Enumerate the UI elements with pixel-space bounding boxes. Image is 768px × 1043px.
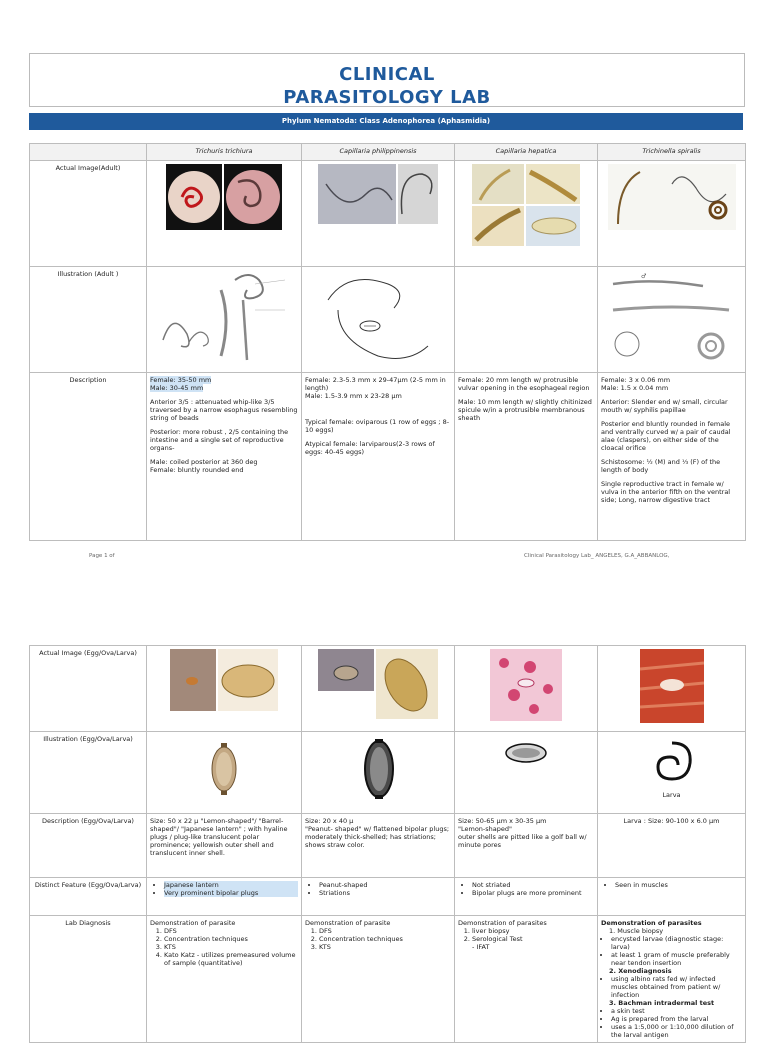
image-cell bbox=[147, 646, 302, 732]
distinct-cell bbox=[147, 878, 302, 916]
footer-credit: Clinical Parasitology Lab_ ANGELES, G.A_ABBANLOG, bbox=[524, 553, 670, 559]
list-item: 1. liver biopsy bbox=[472, 927, 594, 935]
row-label: Actual Image (Egg/Ova/Larva) bbox=[30, 646, 147, 732]
table-row bbox=[30, 646, 746, 732]
image-cell bbox=[147, 161, 302, 267]
description-cell bbox=[455, 814, 598, 878]
desc-text: Male: coiled posterior at 360 deg bbox=[150, 458, 258, 466]
desc-text: Anterior 3/5 : attenuated whip-like 3/5 traversed by a narrow esophagus resembling string of beads bbox=[150, 398, 298, 422]
table-row bbox=[30, 161, 746, 267]
description-cell bbox=[302, 814, 455, 878]
list-item: Muscle biopsy bbox=[617, 927, 664, 935]
labdx-cell: Demonstration of parasites 1. liver biopsy 2. Serological Test - IFAT bbox=[455, 916, 598, 1043]
row-label: Illustration (Egg/Ova/Larva) bbox=[30, 732, 147, 814]
list-item: • a skin test bbox=[611, 1007, 742, 1015]
list-item: 3. KTS bbox=[164, 943, 298, 951]
list-item: • Peanut-shaped bbox=[319, 881, 451, 889]
description-cell bbox=[302, 373, 455, 541]
footer-page: Page 1 of bbox=[89, 553, 115, 559]
list-item: • using albino rats fed w/ infected muscles obtained from patient w/ infection bbox=[611, 975, 742, 999]
desc-text: Male: 10 mm length w/ slightly chitinized spicule w/in a protrusible membranous sheath bbox=[458, 398, 592, 422]
row-label: Distinct Feature (Egg/Ova/Larva) bbox=[30, 878, 147, 916]
desc-text: "Peanut- shaped" w/ flattened bipolar plugs; bbox=[305, 825, 450, 833]
header-empty bbox=[30, 144, 147, 161]
desc-text: shows straw color. bbox=[305, 841, 365, 849]
trichinella-adult-photo bbox=[608, 164, 736, 230]
adult-table bbox=[29, 143, 746, 541]
desc-text: moderately thick-shelled; has striations; bbox=[305, 833, 436, 841]
image-cell bbox=[302, 646, 455, 732]
row-label: Description (Egg/Ova/Larva) bbox=[30, 814, 147, 878]
distinct-cell bbox=[455, 878, 598, 916]
svg-text:♂: ♂ bbox=[640, 273, 646, 280]
desc-text: Larva : Size: 90-100 x 6.0 µm bbox=[623, 817, 720, 825]
desc-text: Female: bluntly rounded end bbox=[150, 466, 244, 474]
list-item: • Ag is prepared from the larval bbox=[611, 1015, 742, 1023]
list-item: • Very prominent bipolar plugs bbox=[164, 889, 298, 897]
list-item: • Japanese lantern bbox=[164, 881, 298, 889]
row-label: Illustration (Adult ) bbox=[30, 267, 147, 373]
list-item: • Bipolar plugs are more prominent bbox=[472, 889, 594, 897]
desc-text: "Lemon-shaped" bbox=[458, 825, 512, 833]
image-cell bbox=[302, 732, 455, 814]
image-cell bbox=[598, 646, 746, 732]
desc-text: Typical female: oviparous (1 row of eggs ; 8-10 eggs) bbox=[305, 418, 450, 434]
image-cell bbox=[598, 267, 746, 373]
image-cell bbox=[455, 646, 598, 732]
list-item: • uses a 1:5,000 or 1:10,000 dilution of the larval antigen bbox=[611, 1023, 742, 1039]
table-row bbox=[30, 732, 746, 814]
list-item: • Seen in muscles bbox=[615, 881, 742, 889]
col-header: Trichinella spiralis bbox=[598, 144, 746, 161]
distinct-cell bbox=[302, 878, 455, 916]
row-label: Lab Diagnosis bbox=[30, 916, 147, 1043]
larva-caption: Larva bbox=[662, 791, 681, 799]
description-cell bbox=[455, 373, 598, 541]
desc-text: Posterior: more robust , 2/5 containing the intestine and a single set of reproductive organs- bbox=[150, 428, 289, 452]
table-row bbox=[30, 267, 746, 373]
image-cell bbox=[302, 267, 455, 373]
list-item: 2. Concentration techniques bbox=[164, 935, 298, 943]
list-item: Bachman intradermal test bbox=[618, 999, 715, 1007]
list-item: 1. DFS bbox=[319, 927, 451, 935]
trichuris-egg-photo bbox=[170, 649, 278, 711]
trichinella-illustration bbox=[607, 270, 737, 364]
capillaria-philippinensis-egg-photo bbox=[318, 649, 438, 719]
list-item: • encysted larvae (diagnostic stage: larva) bbox=[611, 935, 742, 951]
labdx-heading: Demonstration of parasite bbox=[150, 919, 236, 927]
list-item: 2. Concentration techniques bbox=[319, 935, 451, 943]
col-header: Trichuris trichiura bbox=[147, 144, 302, 161]
desc-text: Female: 3 x 0.06 mm bbox=[601, 376, 671, 384]
capillaria-philippinensis-egg-illustration bbox=[343, 735, 413, 807]
row-label: Actual Image(Adult) bbox=[30, 161, 147, 267]
labdx-heading: Demonstration of parasites bbox=[601, 919, 702, 927]
desc-text: Female: 20 mm length w/ protrusible vulvar opening in the esophageal region bbox=[458, 376, 590, 392]
desc-text: Male: 1.5-3.9 mm x 23-28 µm bbox=[305, 392, 402, 400]
list-item: IFAT bbox=[476, 943, 490, 951]
labdx-heading: Demonstration of parasite bbox=[305, 919, 391, 927]
description-cell bbox=[147, 373, 302, 541]
list-item: 3. KTS bbox=[319, 943, 451, 951]
description-cell bbox=[598, 814, 746, 878]
egg-table bbox=[29, 645, 746, 1043]
col-header: Capillaria philippinensis bbox=[302, 144, 455, 161]
capillaria-hepatica-egg-illustration bbox=[501, 735, 551, 775]
capillaria-philippinensis-adult-photo bbox=[318, 164, 438, 230]
image-cell bbox=[147, 267, 302, 373]
image-cell bbox=[147, 732, 302, 814]
list-item: 4. Kato Katz - utilizes premeasured volume of sample (quantitative) bbox=[164, 951, 298, 967]
trichinella-larva-illustration bbox=[646, 735, 698, 791]
image-cell bbox=[598, 161, 746, 267]
capillaria-hepatica-adult-photo bbox=[472, 164, 580, 246]
image-cell bbox=[455, 161, 598, 267]
table-row bbox=[30, 878, 746, 916]
list-item: 1. DFS bbox=[164, 927, 298, 935]
capillaria-philippinensis-illustration bbox=[308, 270, 448, 364]
list-item: • Striations bbox=[319, 889, 451, 897]
title-line-2: PARASITOLOGY LAB bbox=[283, 87, 491, 108]
desc-text: Anterior: Slender end w/ small, circular mouth w/ syphilis papillae bbox=[601, 398, 728, 414]
table-header-row bbox=[30, 144, 746, 161]
description-cell bbox=[147, 814, 302, 878]
desc-text: Schistosome: ½ (M) and ⅓ (F) of the length of body bbox=[601, 458, 721, 474]
col-header: Capillaria hepatica bbox=[455, 144, 598, 161]
list-item: • Not striated bbox=[472, 881, 594, 889]
desc-text: Female: 2.3-5.3 mm x 29-47µm (2-5 mm in length) bbox=[305, 376, 446, 392]
labdx-cell bbox=[302, 916, 455, 1043]
desc-text: Posterior end bluntly rounded in female and ventrally curved w/ a pair of caudal alae (claspers), on either side of the cloacal orifice bbox=[601, 420, 731, 452]
description-cell bbox=[598, 373, 746, 541]
image-cell-empty bbox=[455, 267, 598, 373]
table-row bbox=[30, 916, 746, 1043]
table-row bbox=[30, 373, 746, 541]
table-row bbox=[30, 814, 746, 878]
title-line-1: CLINICAL bbox=[339, 64, 435, 85]
trichuris-adult-photo bbox=[166, 164, 282, 230]
desc-text: Size: 20 x 40 µ bbox=[305, 817, 354, 825]
title-box bbox=[29, 53, 745, 107]
image-cell bbox=[598, 732, 746, 814]
image-cell bbox=[455, 732, 598, 814]
trichuris-egg-illustration bbox=[204, 735, 244, 801]
list-item: • at least 1 gram of muscle preferably near tendon insertion bbox=[611, 951, 742, 967]
desc-text: Size: 50-65 µm x 30-35 µm bbox=[458, 817, 547, 825]
desc-text: Male: 30-45 mm bbox=[150, 384, 204, 392]
desc-text: Female: 35-50 mm bbox=[150, 376, 212, 384]
capillaria-hepatica-egg-photo bbox=[490, 649, 562, 721]
phylum-banner: Phylum Nematoda: Class Adenophorea (Aphasmidia) bbox=[29, 113, 743, 130]
desc-text: Atypical female: larviparous(2-3 rows of eggs: 40-45 eggs) bbox=[305, 440, 435, 456]
desc-text: outer shells are pitted like a golf ball w/ minute pores bbox=[458, 833, 587, 849]
desc-text: Male: 1.5 x 0.04 mm bbox=[601, 384, 669, 392]
labdx-cell: Demonstration of parasites 1. Muscle biopsy • encysted larvae (diagnostic stage: larva) • at least 1 gram of muscle preferably near tendon insertion 2. Xenodiagnosis • using albino rats fed w/ infected muscles obtained from patient w/ infection 3. Bachman intradermal test • a skin test • Ag is prepared from the larval • uses a 1:5,000 or 1:10,000 dilution of the larval antigen bbox=[598, 916, 746, 1043]
distinct-cell bbox=[598, 878, 746, 916]
list-item: Xenodiagnosis bbox=[618, 967, 672, 975]
desc-text: Size: 50 x 22 µ "Lemon-shaped"/ "Barrel-shaped"/ "Japanese lantern" ; with hyaline plugs / plug-like translucent polar prominence; yellowish outer shell and translucent inner shell. bbox=[150, 817, 288, 857]
row-label: Description bbox=[30, 373, 147, 541]
list-item: 2. Serological Test bbox=[472, 935, 594, 943]
desc-text: Single reproductive tract in female w/ vulva in the anterior fifth on the ventral side; Long, narrow digestive tract bbox=[601, 480, 731, 504]
labdx-heading: Demonstration of parasites bbox=[458, 919, 547, 927]
image-cell bbox=[302, 161, 455, 267]
trichinella-larva-photo bbox=[640, 649, 704, 723]
trichuris-illustration bbox=[159, 270, 289, 364]
labdx-cell bbox=[147, 916, 302, 1043]
